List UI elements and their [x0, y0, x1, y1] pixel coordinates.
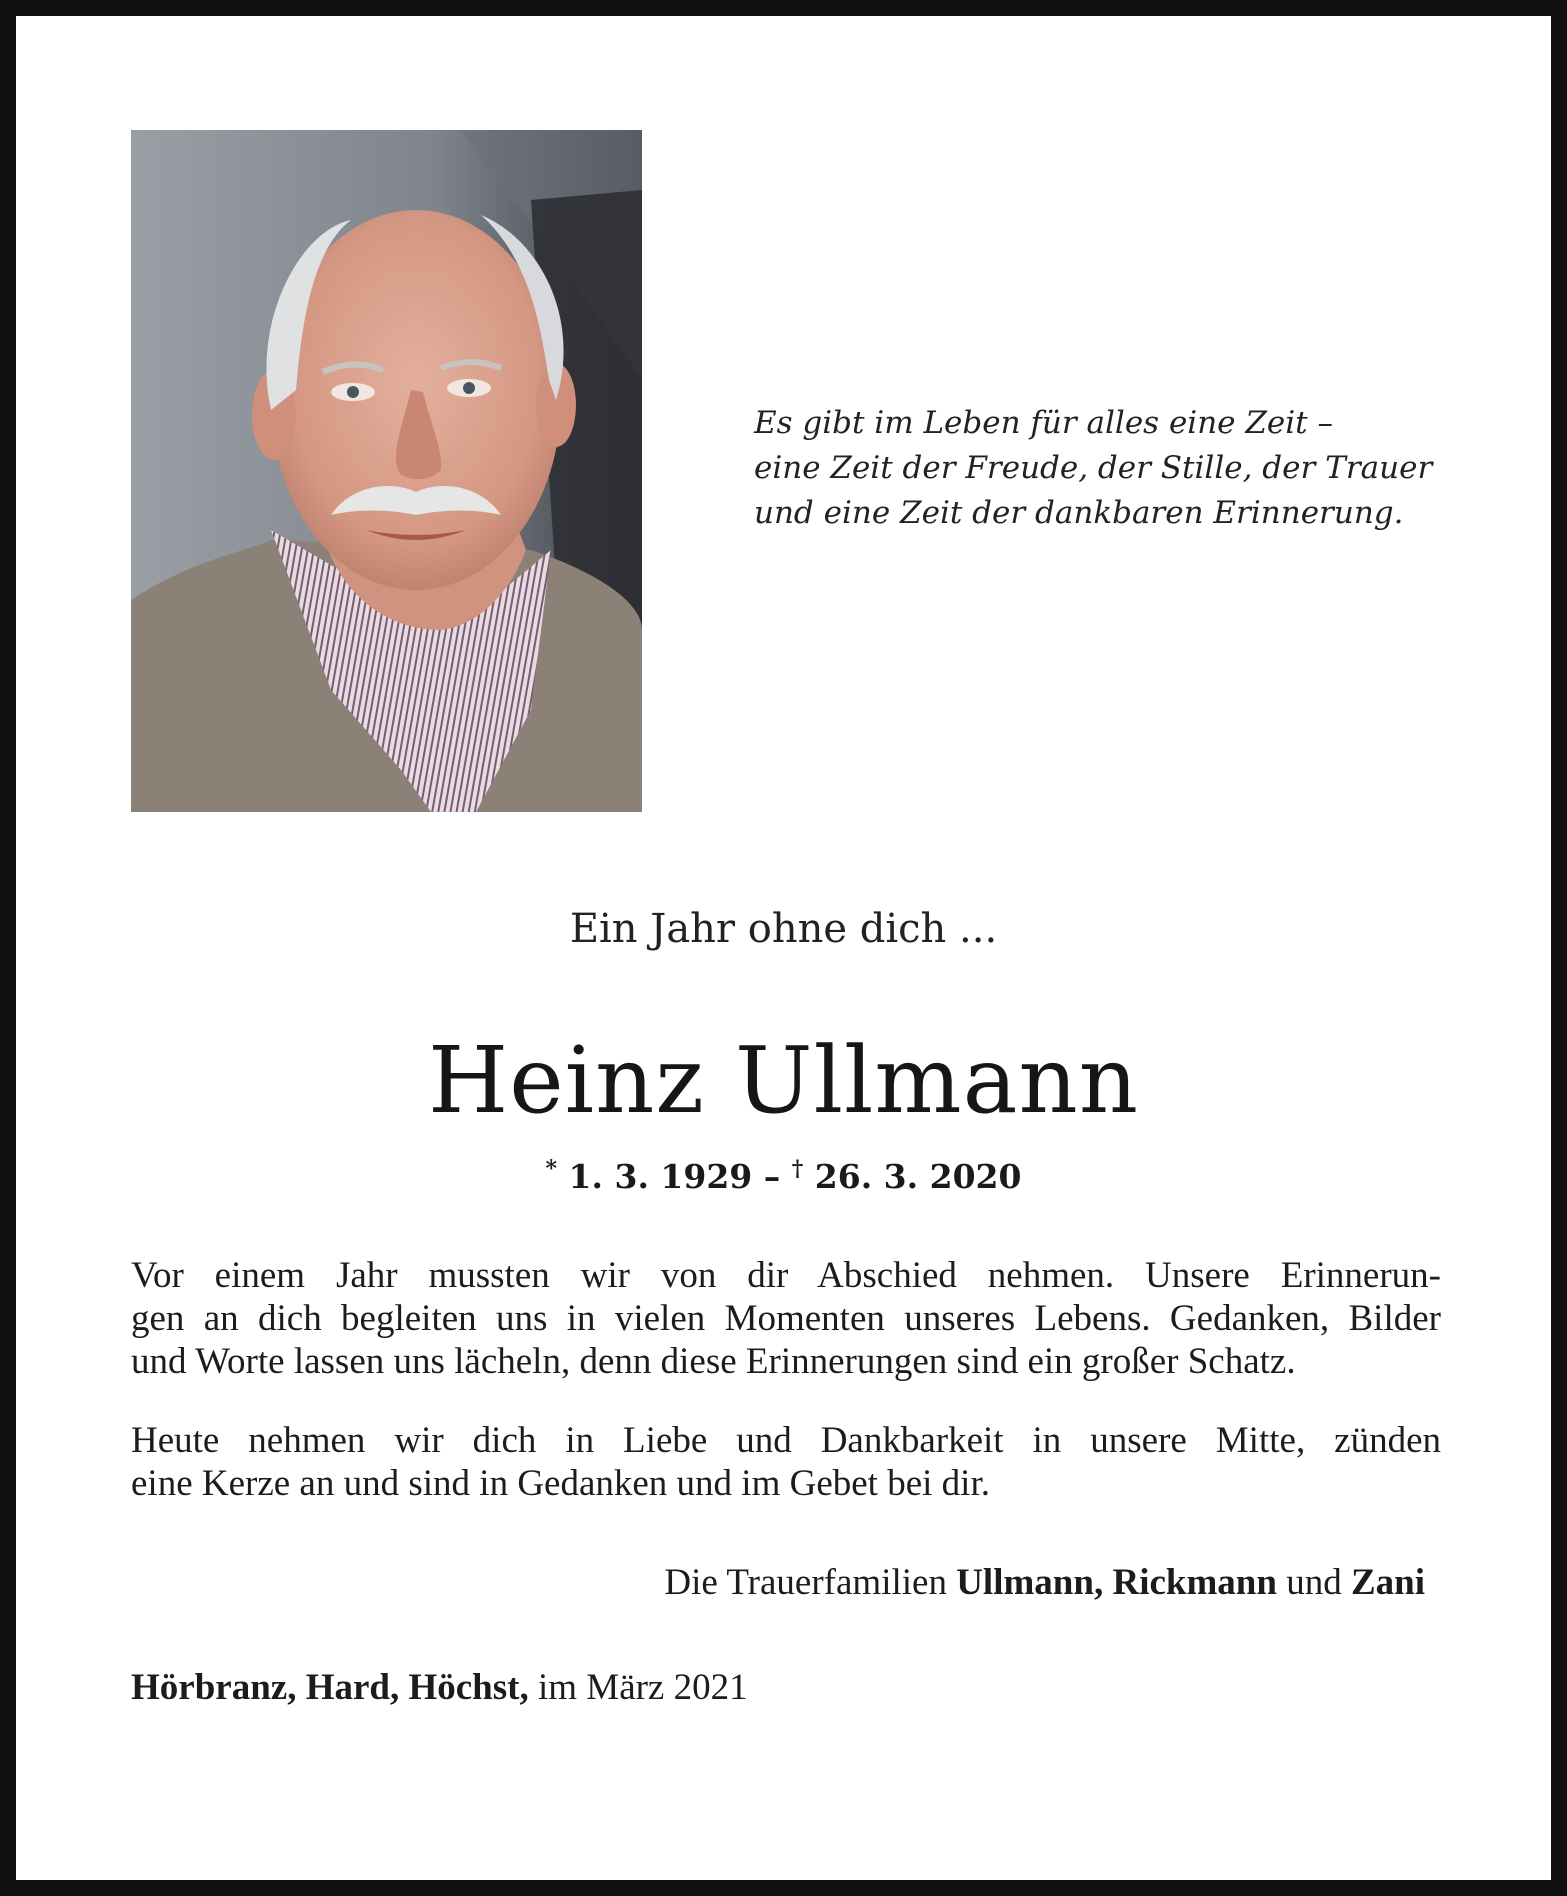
quote-line: Es gibt im Leben für alles eine Zeit –	[754, 405, 1333, 441]
birth-date: 1. 3. 1929	[568, 1157, 753, 1196]
paragraph-remembrance	[131, 1254, 1441, 1383]
portrait-photo-icon	[131, 130, 642, 812]
family-name: Ullmann,	[956, 1562, 1104, 1603]
family-name: Zani	[1350, 1562, 1425, 1603]
publication-date: im März 2021	[528, 1667, 748, 1708]
paragraph-gratitude	[131, 1419, 1441, 1505]
paragraph-line: und Worte lassen uns lächeln, denn diese Erinnerungen sind ein großer Schatz.	[131, 1341, 1296, 1382]
life-dates	[16, 1156, 1551, 1196]
date-separator: –	[752, 1157, 792, 1196]
paragraph-line: eine Kerze an und sind in Gedanken und im Gebet bei dir.	[131, 1463, 990, 1504]
signature-separator: und	[1276, 1562, 1351, 1603]
paragraph-line: gen an dich begleiten uns in vielen Momenten unseres Lebens. Gedanken, Bilder	[131, 1298, 1441, 1339]
family-signature	[664, 1561, 1425, 1604]
intro-heading: Ein Jahr ohne dich ...	[569, 906, 998, 952]
death-symbol: †	[791, 1156, 804, 1182]
signature-prefix: Die Trauerfamilien	[664, 1562, 957, 1603]
place-and-date	[131, 1666, 748, 1709]
birth-symbol: *	[545, 1156, 558, 1182]
family-name: Rickmann	[1112, 1562, 1277, 1603]
death-date: 26. 3. 2020	[814, 1157, 1022, 1196]
place-towns: Hörbranz, Hard, Höchst,	[131, 1667, 529, 1708]
paragraph-line: Vor einem Jahr mussten wir von dir Abschied nehmen. Unsere Erinnerun-	[131, 1255, 1441, 1296]
memorial-quote	[754, 401, 1494, 536]
paragraph-line: Heute nehmen wir dich in Liebe und Dankbarkeit in unsere Mitte, zünden	[131, 1420, 1441, 1461]
deceased-name: Heinz Ullmann	[427, 1027, 1140, 1134]
quote-line: eine Zeit der Freude, der Stille, der Trauer	[754, 450, 1433, 486]
quote-line: und eine Zeit der dankbaren Erinnerung.	[754, 495, 1404, 531]
